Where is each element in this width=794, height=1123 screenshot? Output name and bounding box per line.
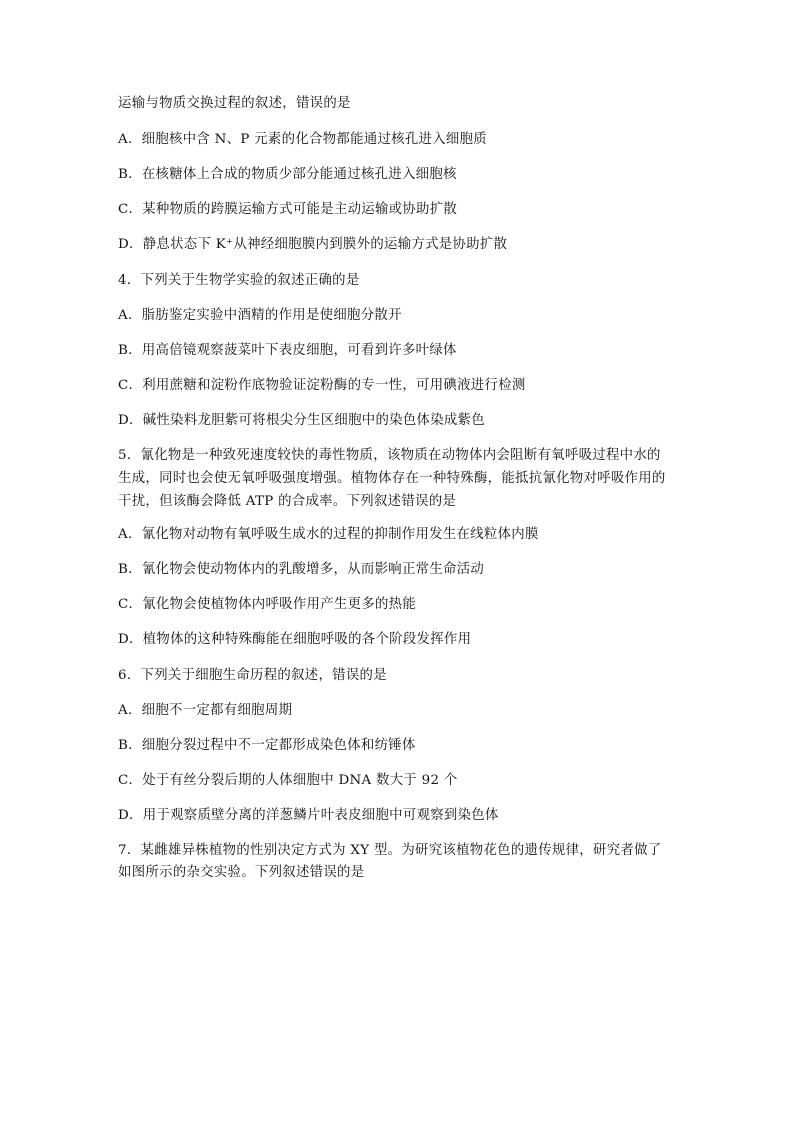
q3-option-b: B．在核糖体上合成的物质少部分能通过核孔进入细胞核: [118, 167, 457, 182]
q4-option-b: B．用高倍镜观察菠菜叶下表皮细胞，可看到许多叶绿体: [118, 343, 457, 358]
q5-option-c: C．氰化物会使植物体内呼吸作用产生更多的热能: [118, 597, 417, 612]
q5-option-b: B．氰化物会使动物体内的乳酸增多，从而影响正常生命活动: [118, 562, 485, 577]
q6-option-a: A．细胞不一定都有细胞周期: [118, 703, 293, 718]
q4-option-a: A．脂肪鉴定实验中酒精的作用是使细胞分散开: [118, 308, 402, 323]
q3-option-a: A．细胞核中含 N、P 元素的化合物都能通过核孔进入细胞质: [118, 132, 487, 147]
question-6-stem: 6．下列关于细胞生命历程的叙述，错误的是: [118, 668, 387, 683]
q4-option-c: C．利用蔗糖和淀粉作底物验证淀粉酶的专一性，可用碘液进行检测: [118, 378, 526, 393]
q3-option-d: D．静息状态下 K⁺从神经细胞膜内到膜外的运输方式是协助扩散: [118, 237, 508, 252]
q5-option-d: D．植物体的这种特殊酶能在细胞呼吸的各个阶段发挥作用: [118, 632, 472, 647]
question-5-stem-line-1: 5．氰化物是一种致死速度较快的毒性物质，该物质在动物体内会阻断有氧呼吸过程中水的: [118, 448, 661, 463]
q5-option-a: A．氰化物对动物有氧呼吸生成水的过程的抑制作用发生在线粒体内膜: [118, 527, 539, 542]
question-7-stem-line-1: 7．某雌雄异株植物的性别决定方式为 XY 型。为研究该植物花色的遗传规律，研究者做了: [118, 843, 662, 858]
q4-option-d: D．碱性染料龙胆紫可将根尖分生区细胞中的染色体染成紫色: [118, 413, 485, 428]
q3-option-c: C．某种物质的跨膜运输方式可能是主动运输或协助扩散: [118, 202, 458, 217]
q6-option-d: D．用于观察质壁分离的洋葱鳞片叶表皮细胞中可观察到染色体: [118, 808, 499, 823]
question-4-stem: 4．下列关于生物学实验的叙述正确的是: [118, 273, 360, 288]
q6-option-c: C．处于有丝分裂后期的人体细胞中 DNA 数大于 92 个: [118, 773, 458, 788]
q6-option-b: B．细胞分裂过程中不一定都形成染色体和纺锤体: [118, 738, 416, 753]
question-3-stem-continuation: 运输与物质交换过程的叙述，错误的是: [118, 96, 351, 111]
question-7-stem-line-2: 如图所示的杂交实验。下列叙述错误的是: [118, 865, 365, 880]
question-5-stem-line-2: 生成，同时也会使无氧呼吸强度增强。植物体存在一种特殊酶，能抵抗氰化物对呼吸作用的: [118, 471, 666, 486]
question-5-stem-line-3: 干扰，但该酶会降低 ATP 的合成率。下列叙述错误的是: [118, 494, 457, 509]
